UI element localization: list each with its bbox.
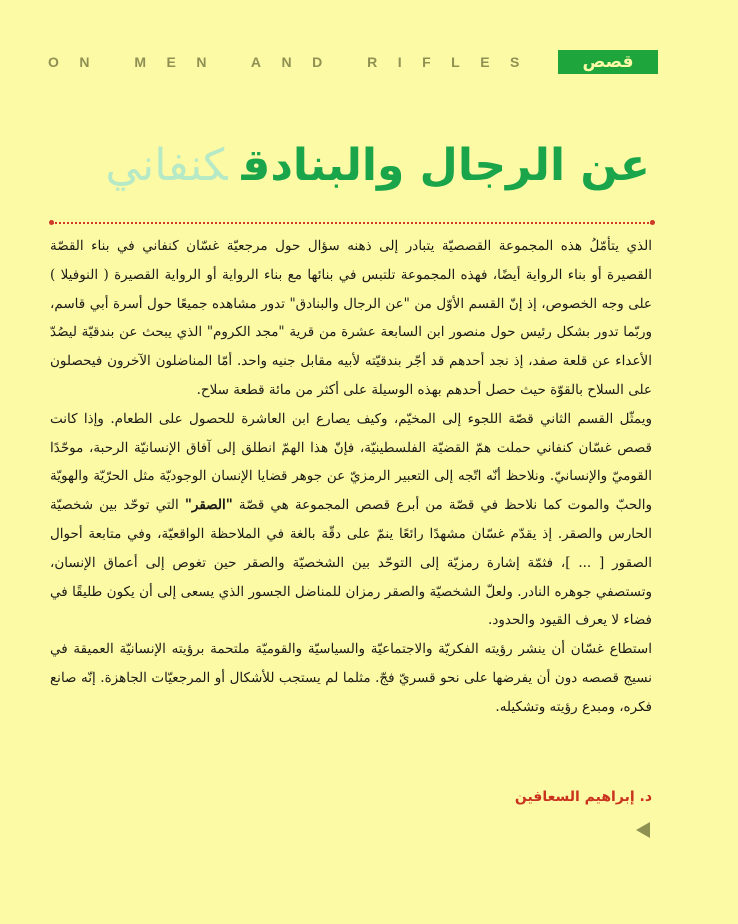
section-badge: قصص	[558, 50, 658, 74]
article-title	[60, 140, 650, 220]
divider-dot-left	[49, 220, 54, 225]
paragraph-2-text: ويمثّل القسم الثاني قصّة اللجوء إلى المخيّم، وكيف يصارع ابن العاشرة للحصول على الطعام. وإذا كانت قصص غسّان كنفاني حملت همّ القضيّة الفلسطينيّة، فإنّ هذا الهمّ انطلق إلى آفاق الإنسانيّة الرحبة، موحّدًا القوميّ والإنسانيّ. ونلاحظ أنّه اتّجه إلى التعبير الرمزيّ عن جوهر قضايا الإنسان الوجوديّة مثل الحرّيّة والهويّة والحبّ والموت كما نلاحظ في قصّة من أبرع قصص المجموعة هي قصّة	[50, 410, 652, 514]
falcon-story-title: "الصقر"	[184, 497, 233, 514]
title-main: عن الرجال والبنادق	[241, 140, 650, 191]
section-kicker: ON MEN AND RIFLES	[48, 54, 540, 70]
page-header	[48, 50, 658, 76]
paragraph-2-continuation: التي توحّد بين شخصيّة الحارس والصقر. إذ يقدّم غسّان مشهدًا رائعًا ينمّ على دقّة بالغة في الملاحظة الواقعيّة، وفي متابعة أحوال الصقور [ ... ]، فثمّة إشارة رمزيّة إلى التوحّد بين الشخصيّة والصقر حين تغوص إلى أعماق الإنسان، وتستصفي جوهره النادر. ولعلّ الشخصيّة والصقر رمزان للمناضل الجسور الذي يسعى إلى أن يكون طليقًا في فضاء لا يعرف القيود والحدود.	[50, 497, 652, 629]
author-byline: د. إبراهيم السعافين	[514, 789, 652, 805]
paragraph-3-text: استطاع غسّان أن ينشر رؤيته الفكريّة والاجتماعيّة والسياسيّة والقوميّة ملتحمة برؤيته الإنسانيّة العميقة في نسيج قصصه دون أن يفرضها على نحو قسريّ فجّ. مثلما لم يستجب للأشكال أو المرجعيّات الجاهزة. إنّه صانع فكره، ومبدع رؤيته وتشكيله.	[50, 641, 652, 715]
paragraph-3	[50, 635, 652, 721]
left-pointing-triangle-icon	[636, 822, 650, 838]
title-divider	[52, 222, 652, 224]
title-author-name: كنفاني	[105, 140, 228, 191]
article-body	[50, 232, 652, 722]
paragraph-2	[50, 405, 652, 635]
paragraph-1-text: الذي يتأمّلُ هذه المجموعة القصصيّة يتبادر إلى ذهنه سؤال حول مرجعيّة غسّان كنفاني في بناء القصّة القصيرة أو بناء الرواية أيضًا، فهذه المجموعة تلتبس في بنائها مع بناء الرواية أو الرواية القصيرة ( النوفيلا ) على وجه الخصوص، إذ إنّ القسم الأوّل من "عن الرجال والبنادق" تدور مشاهده جميعًا حول أسرة أبي قاسم، وربّما تدور بشكل رئيس حول منصور ابن السابعة عشرة من قرية "مجد الكروم" الذي يبحث عن بندقيّة ليصُدّ الأعداء عن قلعة صفد، إذ نجد أحدهم قد أجّر بندقيّته لأبيه مقابل جنيه واحد. أمّا المناضلون الآخرون فيحصلون على السلاح بالقوّة حيث حصل أحدهم بهذه الوسيلة على أكثر من مائة قطعة سلاح.	[50, 238, 652, 398]
divider-dot-right	[650, 220, 655, 225]
paragraph-1	[50, 232, 652, 405]
